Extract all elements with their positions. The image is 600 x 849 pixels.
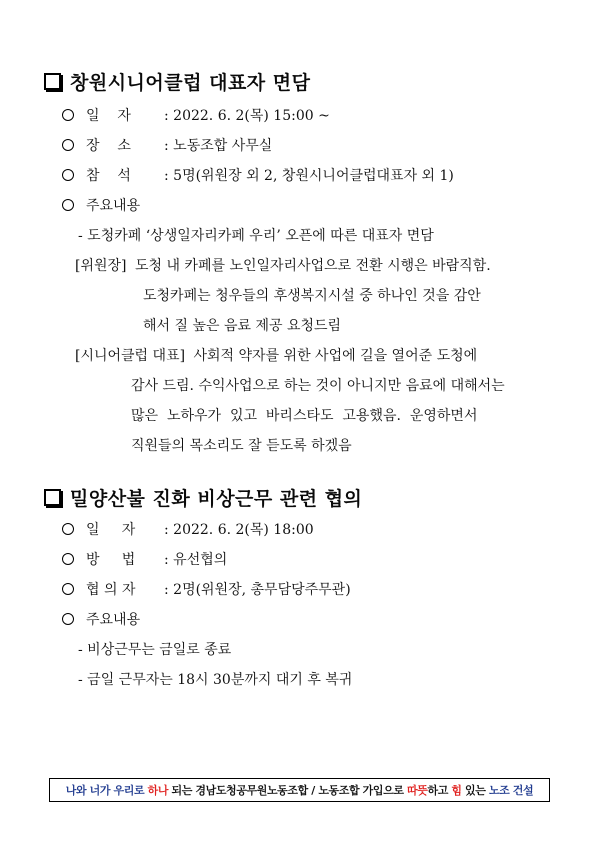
circle-bullet-icon: [62, 109, 74, 121]
slogan-highlight: 하나: [147, 784, 169, 797]
slogan-part: 있는: [461, 784, 489, 797]
speaker-tag: [위원장]: [75, 258, 127, 274]
slogan-highlight: 힘: [451, 784, 462, 797]
checkbox-square-icon: [44, 73, 61, 90]
senior-statement-line1: [75, 346, 477, 366]
slogan-highlight: 따뜻: [407, 784, 428, 797]
circle-bullet-icon: [62, 553, 74, 565]
row-attendees: [62, 166, 454, 186]
field-value: : 노동조합 사무실: [164, 138, 273, 154]
slogan-part: 되는 경남도청공무원노동조합 / 노동조합 가입으로: [168, 784, 408, 797]
section-title-text: 창원시니어클럽 대표자 면담: [70, 72, 311, 94]
field-label: 주요내용: [86, 612, 141, 628]
list-item: - 금일 근무자는 18시 30분까지 대기 후 복귀: [78, 672, 353, 688]
chair-statement-line2: 도청카페는 청우들의 후생복지시설 중 하나인 것을 감안: [143, 288, 481, 304]
field-label: 일 자: [86, 108, 131, 124]
circle-bullet-icon: [62, 199, 74, 211]
circle-bullet-icon: [62, 523, 74, 535]
field-label: 방 법: [86, 552, 136, 568]
circle-bullet-icon: [62, 613, 74, 625]
summary-line: - 도청카페 ‘상생일자리카페 우리’ 오픈에 따른 대표자 면담: [78, 228, 434, 244]
chair-statement-line1: [75, 256, 491, 276]
field-value: : 5명(위원장 외 2, 창원시니어클럽대표자 외 1): [164, 168, 454, 184]
chair-statement-line3: 해서 질 높은 음료 제공 요청드림: [143, 318, 342, 334]
footer-slogan: [49, 778, 550, 802]
senior-statement-line3: 많은 노하우가 있고 바리스타도 고용했음. 운영하면서: [131, 408, 478, 424]
field-label: 일 자: [86, 522, 136, 538]
field-value: : 2022. 6. 2(목) 18:00: [164, 522, 314, 538]
section-title-text: 밀양산불 진화 비상근무 관련 협의: [70, 488, 363, 510]
row-place: [62, 136, 272, 156]
slogan-highlight: 노조 건설: [488, 784, 534, 797]
speaker-tag: [시니어클럽 대표]: [75, 348, 186, 364]
circle-bullet-icon: [62, 169, 74, 181]
circle-bullet-icon: [62, 139, 74, 151]
field-label: 협 의 자: [86, 582, 136, 598]
circle-bullet-icon: [62, 583, 74, 595]
field-label: 참 석: [86, 168, 131, 184]
senior-statement-line4: 직원들의 목소리도 잘 듣도록 하겠음: [131, 438, 352, 454]
checkbox-square-icon: [44, 489, 61, 506]
slogan-part: 하고: [427, 784, 452, 797]
section-title-senior-club: [44, 68, 310, 95]
row-date: [62, 106, 330, 126]
row-parties: [62, 580, 351, 600]
list-item: - 비상근무는 금일로 종료: [78, 642, 232, 658]
senior-statement-line2: 감사 드림. 수익사업으로 하는 것이 아니지만 음료에 대해서는: [131, 378, 505, 394]
statement-text: 사회적 약자를 위한 사업에 길을 열어준 도청에: [193, 348, 478, 364]
field-value: : 2명(위원장, 총무담당주무관): [164, 582, 351, 598]
slogan-part: 나와 너가 우리로: [65, 784, 148, 797]
field-value: : 유선협의: [164, 552, 228, 568]
row-method: [62, 550, 227, 570]
field-label: 장 소: [86, 138, 131, 154]
field-value: : 2022. 6. 2(목) 15:00 ~: [164, 108, 330, 124]
row-date: [62, 520, 314, 540]
row-main-content: [62, 196, 140, 216]
field-label: 주요내용: [86, 198, 141, 214]
section-title-wildfire: [44, 484, 362, 511]
row-main-content: [62, 610, 140, 630]
statement-text: 도청 내 카페를 노인일자리사업으로 전환 시행은 바람직함.: [134, 258, 491, 274]
